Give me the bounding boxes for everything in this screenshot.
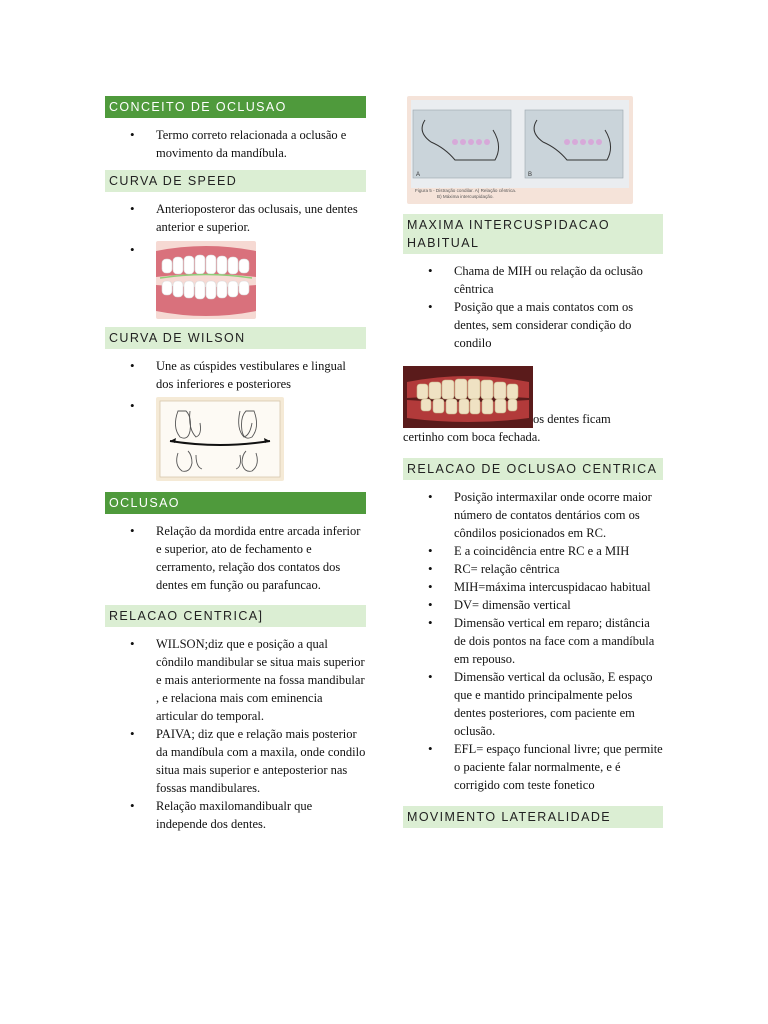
list-item: • Anterioposteror das oclusais, une dentes anterior e superior. bbox=[156, 200, 366, 236]
list-item: • EFL= espaço funcional livre; que permite o paciente falar normalmente, e é corrigido com teste fonetico bbox=[454, 740, 663, 794]
heading-oclusao: OCLUSAO bbox=[105, 492, 366, 514]
list-item: • DV= dimensão vertical bbox=[454, 596, 663, 614]
list-item: • PAIVA; diz que e relação mais posterior da mandíbula com a maxila, onde condilo situa mais superior e anteposterior nas fossas mandibulares. bbox=[156, 725, 366, 797]
list-item: • E a coincidência entre RC e a MIH bbox=[454, 542, 663, 560]
list-item: • Chama de MIH ou relação da oclusão cêntrica bbox=[454, 262, 663, 298]
left-column bbox=[105, 96, 366, 833]
list-item: • Une as cúspides vestibulares e lingual dos inferiores e posteriores bbox=[156, 357, 366, 393]
mouth-photo-paragraph bbox=[403, 366, 663, 446]
list-item-image bbox=[156, 397, 366, 483]
list-item: • Dimensão vertical da oclusão, E espaço que e mantido principalmente pelos dentes posteriores, com paciente em oclusão. bbox=[454, 668, 663, 740]
heading-relacao-centrica: RELACAO CENTRICA] bbox=[105, 605, 366, 627]
wilson-curve-diagram bbox=[156, 397, 284, 481]
list-item: • WILSON;diz que e posição a qual côndilo mandibular se situa mais superior e mais anteriormente na fossa mandibular , e relaciona mais com eminencia articular do temporal. bbox=[156, 635, 366, 725]
list-item: • Dimensão vertical em reparo; distância de dois pontos na face com a mandíbula em repouso. bbox=[454, 614, 663, 668]
list-mih bbox=[403, 262, 663, 352]
list-oclusao bbox=[105, 522, 366, 594]
photo-caption: os dentes ficam bbox=[533, 412, 611, 426]
figure-label-b: B bbox=[528, 172, 533, 178]
list-wilson bbox=[105, 357, 366, 483]
list-speed bbox=[105, 200, 366, 321]
list-item: • Posição intermaxilar onde ocorre maior número de contatos dentários com os côndilos posicionados em RC. bbox=[454, 488, 663, 542]
list-item: • MIH=máxima intercuspidacao habitual bbox=[454, 578, 663, 596]
list-item-image bbox=[156, 241, 366, 321]
heading-relacao-oclusao-centrica: RELACAO DE OCLUSAO CENTRICA bbox=[403, 458, 663, 480]
photo-caption-continued: certinho com boca fechada. bbox=[403, 430, 541, 444]
heading-curva-speed: CURVA DE SPEED bbox=[105, 170, 366, 192]
closed-mouth-photo bbox=[403, 366, 533, 428]
list-relacao-centrica bbox=[105, 635, 366, 833]
heading-curva-wilson: CURVA DE WILSON bbox=[105, 327, 366, 349]
heading-movimento-lateralidade: MOVIMENTO LATERALIDADE bbox=[403, 806, 663, 828]
dental-arch-image bbox=[156, 241, 256, 319]
list-item: • Relação maxilomandibualr que independe dos dentes. bbox=[156, 797, 366, 833]
list-relacao-oclusao-centrica bbox=[403, 488, 663, 794]
list-item: • Relação da mordida entre arcada inferior e superior, ato de fechamento e cerramento, relação dos contatos dos dentes em função ou parafuncao. bbox=[156, 522, 366, 594]
figure-caption: B) Máxima intercuspidação. bbox=[437, 194, 494, 199]
heading-mih: MAXIMA INTERCUSPIDACAO HABITUAL bbox=[403, 214, 663, 254]
heading-conceito-oclusao: CONCEITO DE OCLUSAO bbox=[105, 96, 366, 118]
right-column bbox=[403, 96, 663, 828]
list-item: • Posição que a mais contatos com os dentes, sem considerar condição do condilo bbox=[454, 298, 663, 352]
figure-label-a: A bbox=[416, 172, 421, 178]
figure-caption: Figura 5 - Distração condilar. A) Relação cêntrica. bbox=[415, 188, 517, 193]
jaw-figure bbox=[407, 96, 633, 204]
list-item: • RC= relação cêntrica bbox=[454, 560, 663, 578]
list-conceito bbox=[105, 126, 366, 162]
list-item: • Termo correto relacionada a oclusão e movimento da mandíbula. bbox=[156, 126, 366, 162]
